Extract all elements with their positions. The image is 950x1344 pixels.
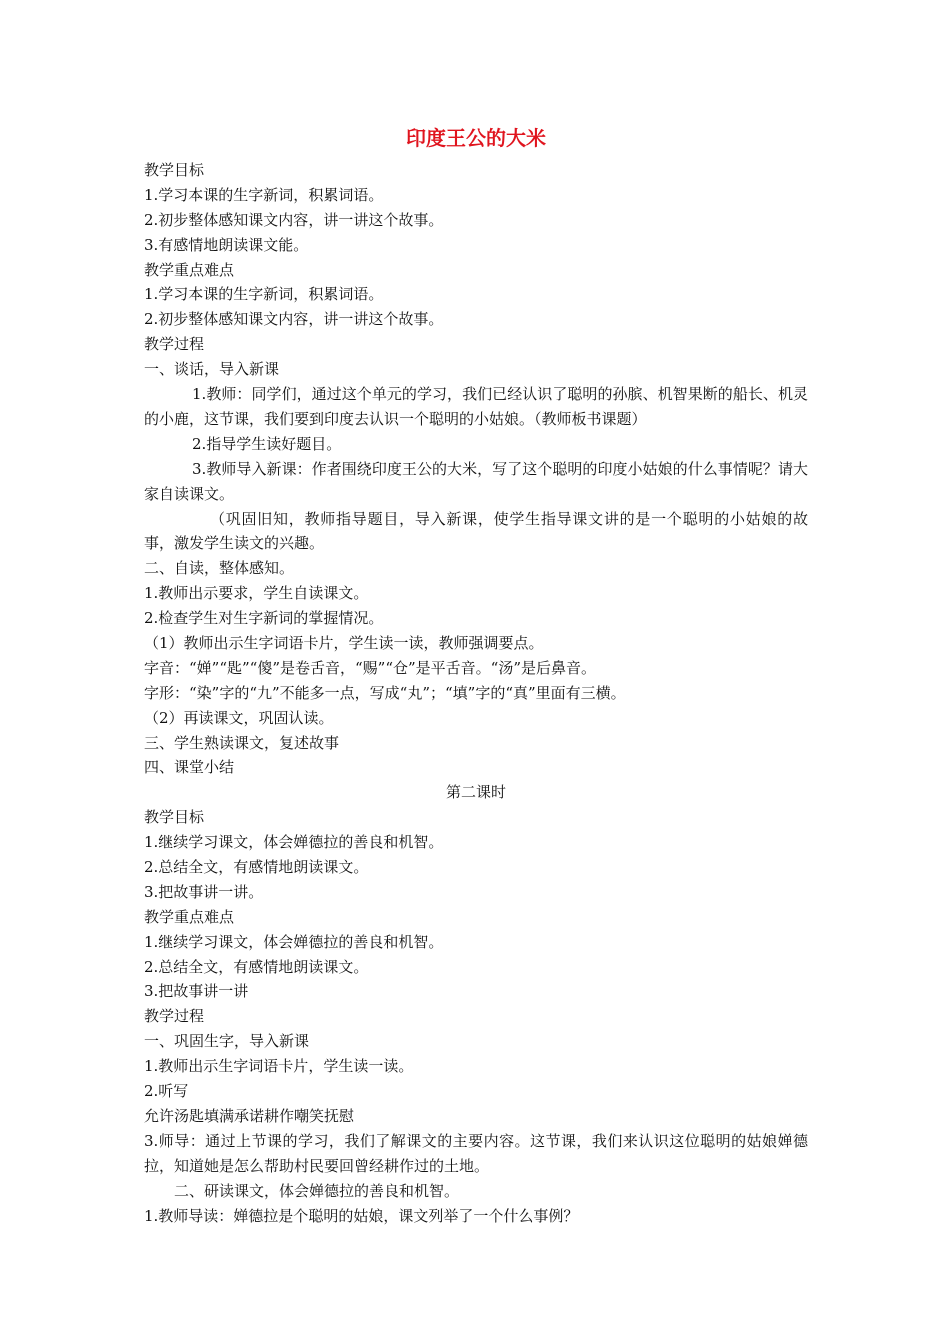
process-item: 1.教师出示生字词语卡片，学生读一读。 xyxy=(144,1057,414,1076)
heading-teaching-goals: 教学目标 xyxy=(144,161,205,179)
process-item: 2.检查学生对生字新词的掌握情况。 xyxy=(144,609,384,628)
heading-teaching-goals: 教学目标 xyxy=(144,808,205,827)
heading-teaching-process: 教学过程 xyxy=(144,335,205,354)
pronunciation-note: 字音：“婵”“匙”“傻”是卷舌音，“赐”“仓”是平舌音。“汤”是后鼻音。 xyxy=(144,658,597,677)
heading-key-points: 教学重点难点 xyxy=(144,260,235,279)
goal-item: 1.学习本课的生字新词，积累词语。 xyxy=(144,185,384,204)
key-point-item: 2.总结全文，有感情地朗读课文。 xyxy=(144,957,369,976)
goal-item: 2.总结全文，有感情地朗读课文。 xyxy=(144,858,369,877)
process-note: （巩固旧知，教师指导题目，导入新课，使学生指导课文讲的是一个聪明的小姑娘的故事，激发学生读文的兴趣。 xyxy=(144,509,808,553)
section-heading: 一、巩固生字，导入新课 xyxy=(144,1032,310,1051)
goal-item: 3.把故事讲一讲。 xyxy=(144,882,264,901)
section-heading: 四、课堂小结 xyxy=(144,758,235,777)
section-heading: 二、研读课文，体会婵德拉的善良和机智。 xyxy=(174,1181,460,1200)
document-page xyxy=(144,120,808,1228)
process-item: 2.听写 xyxy=(144,1082,189,1101)
process-item: 1.教师导读：婵德拉是个聪明的姑娘，课文列举了一个什么事例？ xyxy=(144,1206,579,1225)
second-lesson-heading: 第二课时 xyxy=(445,783,506,802)
process-paragraph: 2.指导学生读好题目。 xyxy=(192,434,342,453)
character-form-note: 字形：“染”字的“九”不能多一点，写成“丸”；“填”字的“真”里面有三横。 xyxy=(144,683,626,702)
goal-item: 3.有感情地朗读课文能。 xyxy=(144,235,309,254)
key-point-item: 1.继续学习课文，体会婵德拉的善良和机智。 xyxy=(144,932,444,951)
dictation-words: 允许汤匙填满承诺耕作嘲笑抚慰 xyxy=(144,1106,355,1125)
document-title: 印度王公的大米 xyxy=(406,126,546,150)
goal-item: 2.初步整体感知课文内容，讲一讲这个故事。 xyxy=(144,210,444,229)
section-heading: 三、学生熟读课文，复述故事 xyxy=(144,733,340,752)
process-paragraph: 1.教师：同学们，通过这个单元的学习，我们已经认识了聪明的孙膑、机智果断的船长、机灵的小鹿，这节课，我们要到印度去认识一个聪明的小姑娘。（教师板书课题） xyxy=(144,385,808,428)
key-point-item: 1.学习本课的生字新词，积累词语。 xyxy=(144,285,384,304)
heading-key-points: 教学重点难点 xyxy=(144,907,235,926)
section-heading: 一、谈话，导入新课 xyxy=(144,360,280,379)
heading-teaching-process: 教学过程 xyxy=(144,1007,205,1026)
key-point-item: 3.把故事讲一讲 xyxy=(144,982,249,1001)
process-paragraph: 3.教师导入新课：作者围绕印度王公的大米，写了这个聪明的印度小姑娘的什么事情呢？请大家自读课文。 xyxy=(144,459,808,503)
process-subitem: （1）教师出示生字词语卡片，学生读一读，教师强调要点。 xyxy=(144,634,544,653)
process-item: 1.教师出示要求，学生自读课文。 xyxy=(144,584,369,603)
process-subitem: （2）再读课文，巩固认读。 xyxy=(144,708,334,727)
goal-item: 1.继续学习课文，体会婵德拉的善良和机智。 xyxy=(144,833,444,852)
process-paragraph: 3.师导：通过上节课的学习，我们了解课文的主要内容。这节课，我们来认识这位聪明的姑娘婵德拉，知道她是怎么帮助村民要回曾经耕作过的土地。 xyxy=(144,1131,808,1175)
key-point-item: 2.初步整体感知课文内容，讲一讲这个故事。 xyxy=(144,310,444,329)
section-heading: 二、自读，整体感知。 xyxy=(144,559,295,578)
